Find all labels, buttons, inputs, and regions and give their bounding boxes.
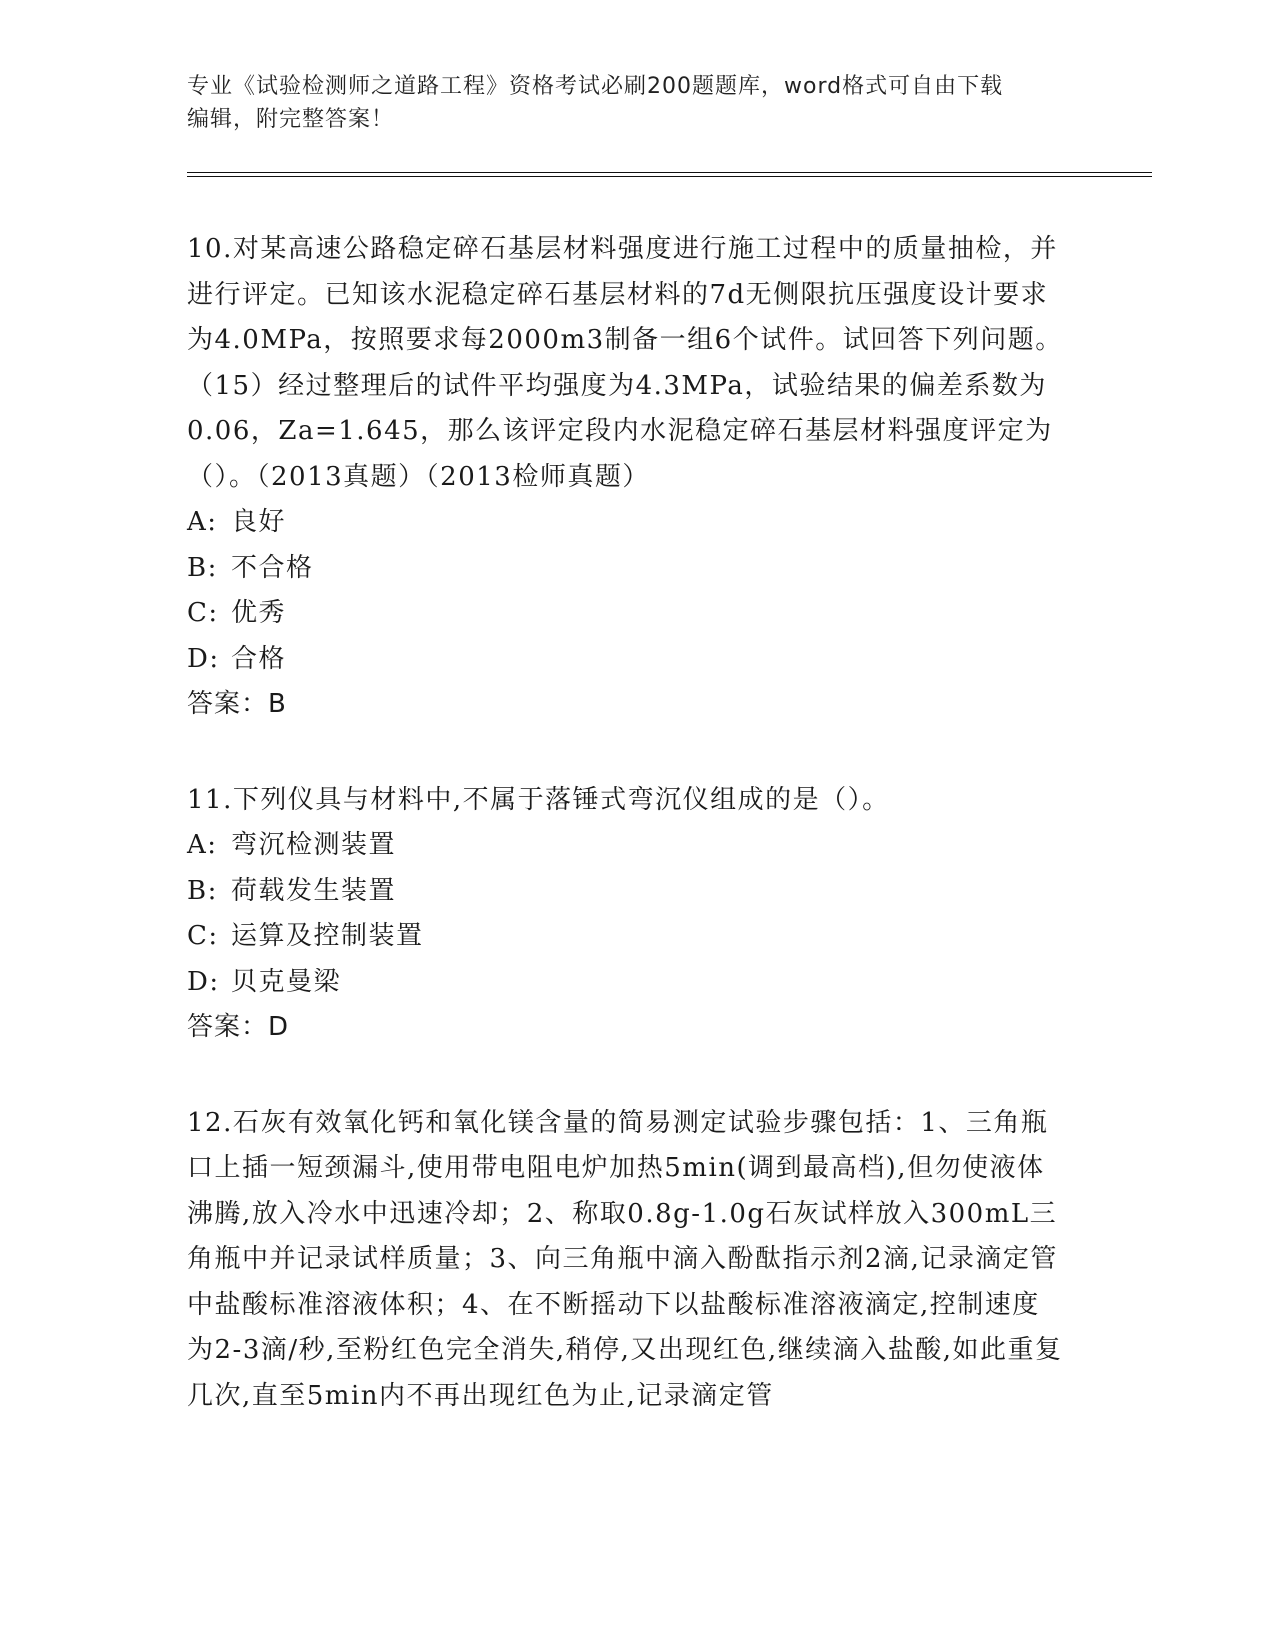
option-text: 不合格 — [231, 552, 314, 583]
option-key: B: — [187, 875, 218, 906]
option-text: 良好 — [231, 507, 287, 537]
option-text: 运算及控制装置 — [231, 921, 424, 951]
option-text: 弯沉检测装置 — [231, 830, 397, 860]
option-text: 优秀 — [231, 598, 287, 628]
option-key: C: — [187, 921, 219, 951]
option-text: 荷载发生装置 — [231, 875, 397, 906]
answer-line: 答案：D — [187, 1012, 290, 1042]
option-b — [187, 869, 1152, 915]
option-a — [187, 500, 1152, 546]
option-text: 贝克曼梁 — [231, 966, 342, 997]
option-key: A: — [187, 507, 218, 537]
header-line-1: 专业《试验检测师之道路工程》资格考试必刷200题题库，word格式可自由下载 — [187, 74, 1004, 99]
option-d — [187, 637, 1152, 683]
option-c — [187, 914, 1152, 960]
header-double-rule — [187, 172, 1152, 177]
answer-line: 答案：B — [187, 689, 287, 719]
question-stem: 10.对某高速公路稳定碎石基层材料强度进行施工过程中的质量抽检，并进行评定。已知该水泥稳定碎石基层材料的7d无侧限抗压强度设计要求为4.0MPa，按照要求每2000m3制备一组6个试件。试回答下列问题。（15）经过整理后的试件平均强度为4.3MPa，试验结果的偏差系数为0.06，Za=1.645，那么该评定段内水泥稳定碎石基层材料强度评定为（）。（2013真题）（2013检师真题） — [187, 234, 1063, 492]
option-key: C: — [187, 598, 219, 628]
option-b — [187, 546, 1152, 592]
option-c — [187, 591, 1152, 637]
option-text: 合格 — [231, 643, 287, 674]
question-stem: 12.石灰有效氧化钙和氧化镁含量的简易测定试验步骤包括：1、三角瓶口上插一短颈漏斗,使用带电阻电炉加热5min(调到最高档),但勿使液体沸腾,放入冷水中迅速冷却；2、称取0.8g-1.0g石灰试样放入300mL三角瓶中并记录试样质量；3、向三角瓶中滴入酚酞指示剂2滴,记录滴定管中盐酸标准溶液体积；4、在不断摇动下以盐酸标准溶液滴定,控制速度为2-3滴/秒,至粉红色完全消失,稍停,又出现红色,继续滴入盐酸,如此重复几次,直至5min内不再出现红色为止,记录滴定管 — [187, 1107, 1063, 1411]
option-a — [187, 823, 1152, 869]
header-line-2: 编辑，附完整答案！ — [187, 107, 395, 132]
option-key: D: — [187, 643, 220, 674]
document-page — [187, 70, 1152, 1419]
question-12 — [187, 1101, 1152, 1420]
option-key: D: — [187, 966, 220, 997]
question-10 — [187, 227, 1152, 728]
option-key: B: — [187, 552, 218, 583]
option-d — [187, 960, 1152, 1006]
question-11 — [187, 778, 1152, 1051]
option-key: A: — [187, 830, 218, 860]
question-stem: 11.下列仪具与材料中,不属于落锤式弯沉仪组成的是（）。 — [187, 784, 890, 815]
